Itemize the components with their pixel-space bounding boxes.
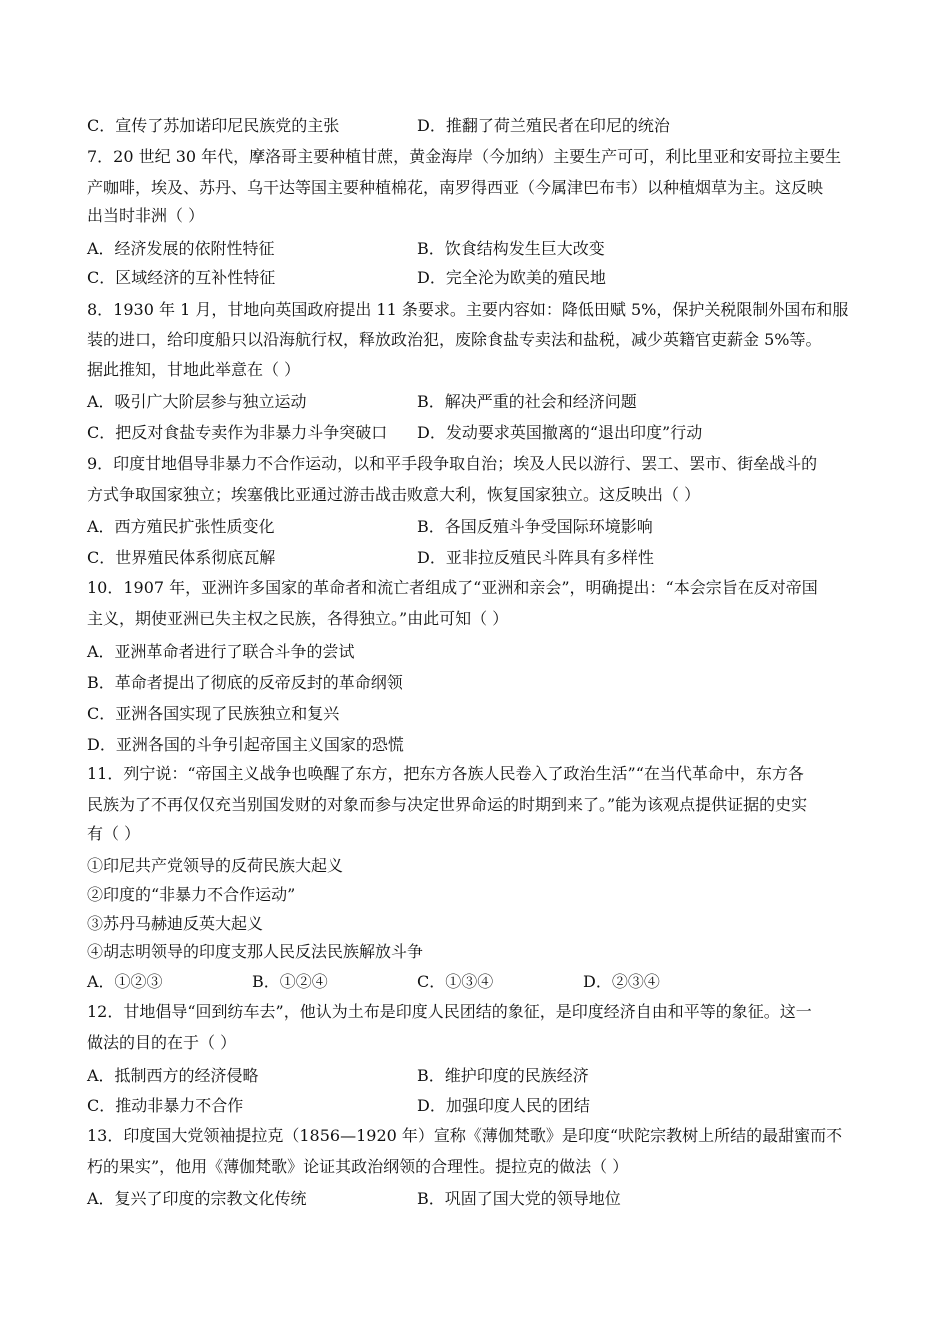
- q8-option-b: B．解决严重的社会和经济问题: [417, 392, 637, 411]
- q11-option-b: B．①②④: [252, 972, 328, 991]
- q8-option-a: A．吸引广大阶层参与独立运动: [87, 392, 307, 411]
- q9-option-b: B．各国反殖斗争受国际环境影响: [417, 517, 653, 536]
- q12-option-d: D．加强印度人民的团结: [417, 1096, 590, 1115]
- q8-stem-line-1: 8．1930 年 1 月，甘地向英国政府提出 11 条要求。主要内容如：降低田赋 5%，保护关税限制外国布和服: [87, 300, 849, 319]
- q13-stem-line-1: 13．印度国大党领袖提拉克（1856—1920 年）宣称《薄伽梵歌》是印度“吠陀宗教树上所结的最甜蜜而不: [87, 1126, 843, 1145]
- q7-option-a: A．经济发展的依附性特征: [87, 239, 275, 258]
- q6-option-d: D．推翻了荷兰殖民者在印尼的统治: [417, 116, 670, 135]
- q12-option-c: C．推动非暴力不合作: [87, 1096, 244, 1115]
- q12-option-b: B．维护印度的民族经济: [417, 1066, 589, 1085]
- q7-option-b: B．饮食结构发生巨大改变: [417, 239, 605, 258]
- q13-option-a: A．复兴了印度的宗教文化传统: [87, 1189, 307, 1208]
- q11-item-4: ④胡志明领导的印度支那人民反法民族解放斗争: [87, 942, 424, 961]
- q10-option-d: D．亚洲各国的斗争引起帝国主义国家的恐慌: [87, 735, 404, 754]
- q11-option-c: C．①③④: [417, 972, 494, 991]
- q6-option-c: C．宣传了苏加诺印尼民族党的主张: [87, 116, 340, 135]
- q9-option-c: C．世界殖民体系彻底瓦解: [87, 548, 276, 567]
- q9-stem-line-2: 方式争取国家独立；埃塞俄比亚通过游击战击败意大利，恢复国家独立。这反映出（ ）: [87, 485, 701, 504]
- q10-option-b: B．革命者提出了彻底的反帝反封的革命纲领: [87, 673, 403, 692]
- q11-option-a: A．①②③: [87, 972, 163, 991]
- q9-option-d: D．亚非拉反殖民斗阵具有多样性: [417, 548, 654, 567]
- q13-option-b: B．巩固了国大党的领导地位: [417, 1189, 621, 1208]
- q13-stem-line-2: 朽的果实”，他用《薄伽梵歌》论证其政治纲领的合理性。提拉克的做法（ ）: [87, 1157, 629, 1176]
- q10-option-c: C．亚洲各国实现了民族独立和复兴: [87, 704, 340, 723]
- q11-item-3: ③苏丹马赫迪反英大起义: [87, 914, 264, 933]
- q11-item-1: ①印尼共产党领导的反荷民族大起义: [87, 856, 344, 875]
- q11-item-2: ②印度的“非暴力不合作运动”: [87, 885, 296, 904]
- q11-stem-line-3: 有（ ）: [87, 824, 141, 843]
- q11-stem-line-1: 11．列宁说：“帝国主义战争也唤醒了东方，把东方各族人民卷入了政治生活”“在当代革命中，东方各: [87, 764, 804, 783]
- q7-stem-line-1: 7．20 世纪 30 年代，摩洛哥主要种植甘蔗，黄金海岸（今加纳）主要生产可可，利比里亚和安哥拉主要生: [87, 147, 842, 166]
- q12-option-a: A．抵制西方的经济侵略: [87, 1066, 259, 1085]
- q8-stem-line-3: 据此推知，甘地此举意在（ ）: [87, 360, 301, 379]
- q11-option-d: D．②③④: [583, 972, 660, 991]
- q10-option-a: A．亚洲革命者进行了联合斗争的尝试: [87, 642, 355, 661]
- q9-stem-line-1: 9．印度甘地倡导非暴力不合作运动，以和平手段争取自治；埃及人民以游行、罢工、罢市、街垒战斗的: [87, 454, 818, 473]
- q10-stem-line-2: 主义，期使亚洲已失主权之民族，各得独立。”由此可知（ ）: [87, 609, 509, 628]
- q7-option-d: D．完全沦为欧美的殖民地: [417, 268, 606, 287]
- q8-option-c: C．把反对食盐专卖作为非暴力斗争突破口: [87, 423, 388, 442]
- q10-stem-line-1: 10．1907 年，亚洲许多国家的革命者和流亡者组成了“亚洲和亲会”，明确提出：“本会宗旨在反对帝国: [87, 578, 818, 597]
- q8-option-d: D．发动要求英国撤离的“退出印度”行动: [417, 423, 703, 442]
- q8-stem-line-2: 装的进口，给印度船只以沿海航行权，释放政治犯，废除食盐专卖法和盐税，减少英籍官吏薪金 5%等。: [87, 330, 822, 349]
- q11-stem-line-2: 民族为了不再仅仅充当别国发财的对象而参与决定世界命运的时期到来了。”能为该观点提供证据的史实: [87, 795, 808, 814]
- q7-stem-line-2: 产咖啡，埃及、苏丹、乌干达等国主要种植棉花，南罗得西亚（今属津巴布韦）以种植烟草为主。这反映: [87, 178, 824, 197]
- q12-stem-line-2: 做法的目的在于（ ）: [87, 1033, 237, 1052]
- q9-option-a: A．西方殖民扩张性质变化: [87, 517, 275, 536]
- q7-option-c: C．区域经济的互补性特征: [87, 268, 276, 287]
- q12-stem-line-1: 12．甘地倡导“回到纺车去”，他认为土布是印度人民团结的象征，是印度经济自由和平等的象征。这一: [87, 1002, 812, 1021]
- q7-stem-line-3: 出当时非洲（ ）: [87, 206, 205, 225]
